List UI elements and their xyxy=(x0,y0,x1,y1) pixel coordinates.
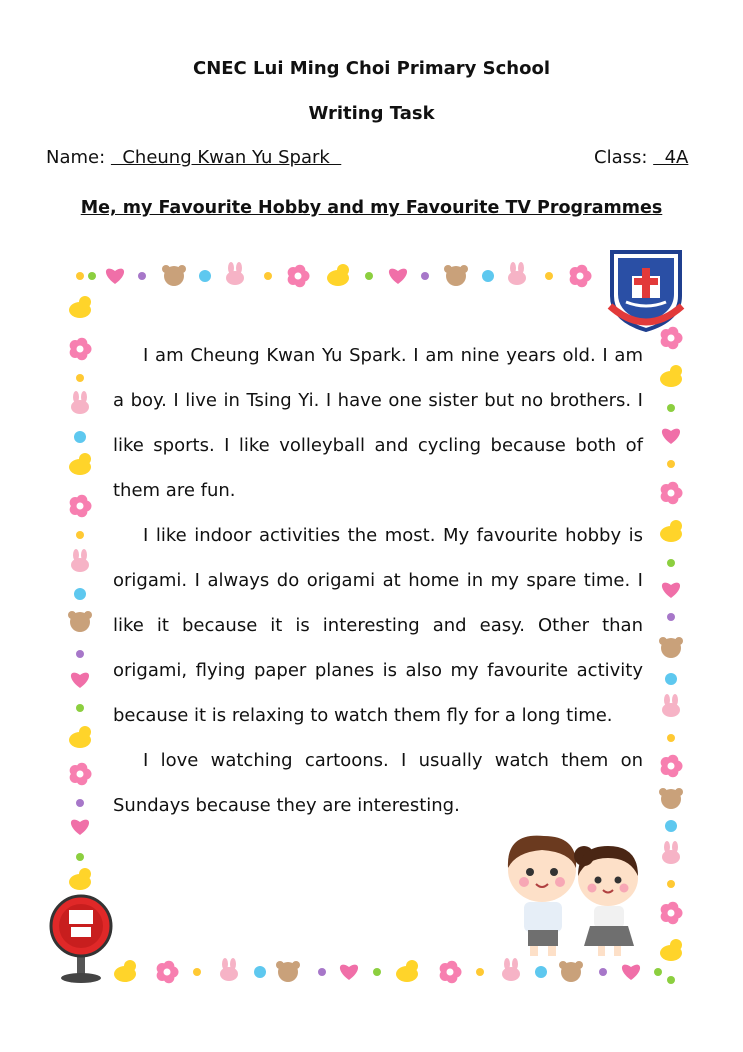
bear-icon xyxy=(68,611,92,632)
border-dot-icon xyxy=(667,559,675,567)
bear-icon xyxy=(659,788,683,809)
border-dot-icon xyxy=(545,272,553,280)
essay-paragraph: I love watching cartoons. I usually watch them on Sundays because they are interesting. xyxy=(113,750,643,816)
border-dot-icon xyxy=(254,966,266,978)
name-label: Name: xyxy=(46,147,106,168)
heart-icon xyxy=(622,965,640,980)
duck-icon xyxy=(396,960,418,982)
border-dot-icon xyxy=(74,431,86,443)
border-dot-icon xyxy=(665,673,677,685)
name-value: Cheung Kwan Yu Spark xyxy=(110,147,342,168)
border-dot-icon xyxy=(535,966,547,978)
border-dot-icon xyxy=(665,820,677,832)
bunny-icon xyxy=(220,958,238,981)
bear-icon xyxy=(559,961,583,982)
border-dot-icon xyxy=(88,272,96,280)
heart-icon xyxy=(71,820,89,835)
heart-icon xyxy=(106,269,124,284)
duck-icon xyxy=(660,520,682,542)
bunny-icon xyxy=(662,841,680,864)
essay-body xyxy=(113,333,643,828)
bunny-icon xyxy=(71,391,89,414)
duck-icon xyxy=(69,726,91,748)
border-dot-icon xyxy=(76,272,84,280)
border-dot-icon xyxy=(421,272,429,280)
border-dot-icon xyxy=(74,588,86,600)
border-dot-icon xyxy=(373,968,381,976)
bunny-icon xyxy=(502,958,520,981)
border-dot-icon xyxy=(138,272,146,280)
flower-icon xyxy=(288,265,310,287)
bear-icon xyxy=(659,637,683,658)
flower-icon xyxy=(70,495,92,517)
border-dot-icon xyxy=(599,968,607,976)
bunny-icon xyxy=(508,262,526,285)
heart-icon xyxy=(662,429,680,444)
bus-stop-sign-icon xyxy=(47,892,117,984)
duck-icon xyxy=(660,365,682,387)
border-dot-icon xyxy=(667,460,675,468)
border-dot-icon xyxy=(667,880,675,888)
duck-icon xyxy=(114,960,136,982)
duck-icon xyxy=(69,296,91,318)
class-label: Class: xyxy=(594,147,648,168)
border-dot-icon xyxy=(264,272,272,280)
heart-icon xyxy=(71,673,89,688)
border-dot-icon xyxy=(76,531,84,539)
essay-paragraph: I am Cheung Kwan Yu Spark. I am nine years old. I am a boy. I live in Tsing Yi. I have one sister but no brothers. I like sports. I like volleyball and cycling because both of them are fun. xyxy=(113,345,643,501)
border-dot-icon xyxy=(76,650,84,658)
border-dot-icon xyxy=(76,853,84,861)
border-dot-icon xyxy=(667,734,675,742)
border-dot-icon xyxy=(667,976,675,984)
border-dot-icon xyxy=(76,704,84,712)
border-dot-icon xyxy=(482,270,494,282)
border-dot-icon xyxy=(667,613,675,621)
border-dot-icon xyxy=(654,968,662,976)
flower-icon xyxy=(440,961,462,983)
border-dot-icon xyxy=(193,968,201,976)
border-dot-icon xyxy=(76,374,84,382)
flower-icon xyxy=(661,755,683,777)
bear-icon xyxy=(276,961,300,982)
bunny-icon xyxy=(662,694,680,717)
border-dot-icon xyxy=(365,272,373,280)
border-dot-icon xyxy=(667,404,675,412)
heart-icon xyxy=(340,965,358,980)
border-dot-icon xyxy=(318,968,326,976)
flower-icon xyxy=(157,961,179,983)
class-value: 4A xyxy=(653,147,689,168)
school-name: CNEC Lui Ming Choi Primary School xyxy=(192,58,550,79)
bunny-icon xyxy=(226,262,244,285)
duck-icon xyxy=(69,453,91,475)
essay-paragraph: I like indoor activities the most. My favourite hobby is origami. I always do origami at home in my spare time. I like it because it is interesting and easy. Other than origami, flying paper planes is also my favourite activity because it is relaxing to watch them fly for a long time. xyxy=(113,525,643,726)
flower-icon xyxy=(70,763,92,785)
boy-and-girl-illustration xyxy=(500,828,650,960)
bear-icon xyxy=(162,265,186,286)
flower-icon xyxy=(661,902,683,924)
bunny-icon xyxy=(71,549,89,572)
border-dot-icon xyxy=(76,799,84,807)
duck-icon xyxy=(327,264,349,286)
flower-icon xyxy=(70,338,92,360)
task-title: Writing Task xyxy=(308,103,435,124)
border-dot-icon xyxy=(476,968,484,976)
border-dot-icon xyxy=(199,270,211,282)
duck-icon xyxy=(660,939,682,961)
heart-icon xyxy=(389,269,407,284)
school-crest-icon xyxy=(604,246,688,332)
flower-icon xyxy=(661,482,683,504)
bear-icon xyxy=(444,265,468,286)
heart-icon xyxy=(662,583,680,598)
essay-topic: Me, my Favourite Hobby and my Favourite TV Programmes xyxy=(80,198,663,218)
flower-icon xyxy=(570,265,592,287)
duck-icon xyxy=(69,868,91,890)
